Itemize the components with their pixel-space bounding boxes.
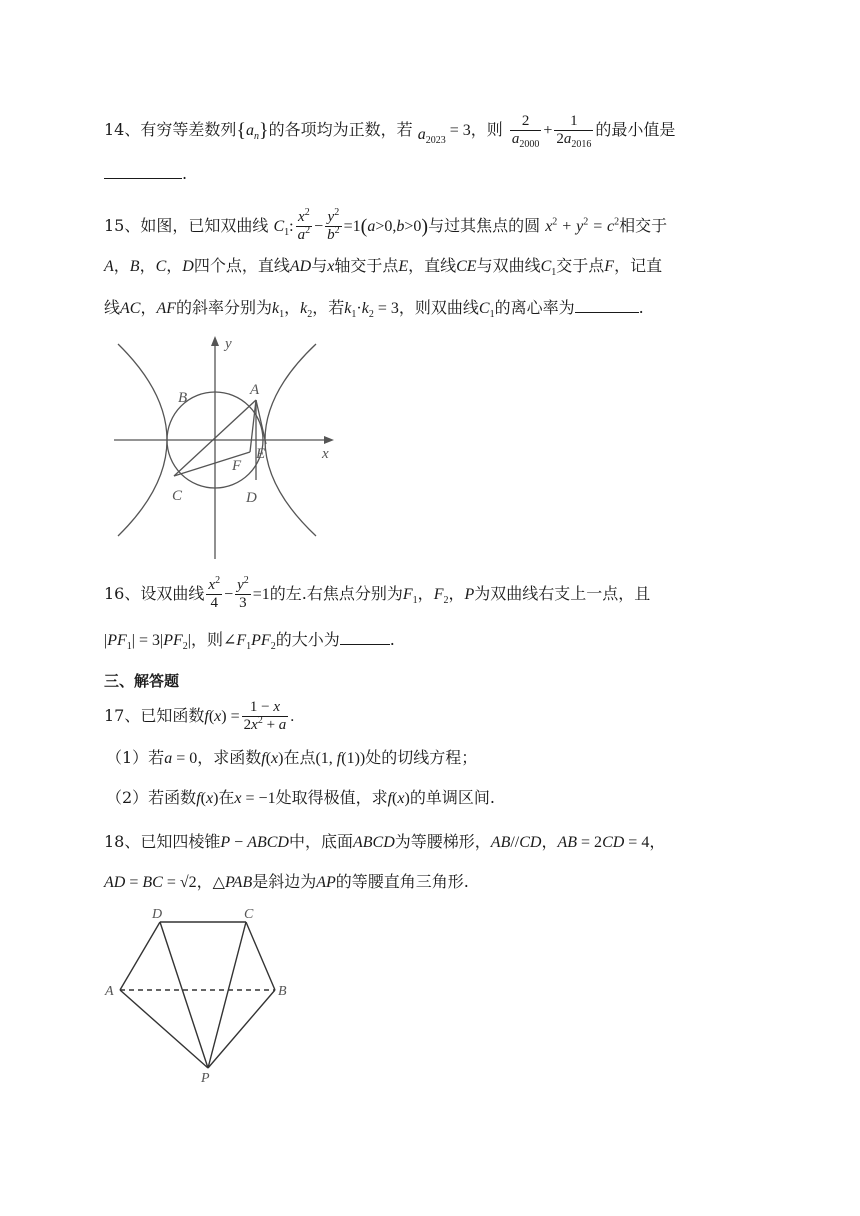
q16-line2: $|PF_1| = 3|PF_2|$，则$\angle F_1PF_2$的大小为 . bbox=[104, 630, 395, 653]
label-D: D bbox=[246, 490, 257, 506]
q18-line2: AD = BC = √2，△PAB是斜边为AP的等腰直角三角形. bbox=[104, 872, 469, 891]
x-axis-arrow bbox=[324, 436, 334, 444]
label-C: C bbox=[244, 907, 254, 922]
fraction-2-over-a2000: $\frac{2}{a_{2000}}$ bbox=[511, 113, 540, 150]
label-x: x bbox=[322, 446, 329, 462]
q14-number: 14、 bbox=[104, 120, 141, 139]
y-axis-arrow bbox=[211, 336, 219, 346]
q16-line1: 16、设双曲线 $\frac{x^2}{4}$ − $\frac{y^2}{3}$ =1的左.右焦点分别为$F_1$，$F_2$，P为双曲线右支上一点，且 bbox=[104, 575, 651, 611]
pyramid-figure bbox=[100, 904, 300, 1084]
q18-line1: 18、已知四棱锥P − ABCD中，底面ABCD为等腰梯形，AB//CD，AB = 2CD = 4， bbox=[104, 832, 666, 851]
answer-blank-q15 bbox=[575, 312, 639, 313]
edge-CB bbox=[246, 922, 275, 990]
fraction-1-over-2a2016: $\frac{1}{2a_{2016}}$ bbox=[556, 113, 592, 150]
q14-text1: 有穷等差数列 bbox=[140, 120, 237, 139]
q15-line3: 线AC，AF的斜率分别为$k_1$，$k_2$，若$k_1\cdot k_2 = 3$，则双曲线$C_1$的离心率为 . bbox=[104, 298, 644, 321]
answer-blank-q14 bbox=[104, 178, 182, 179]
q15-line1: 15、如图，已知双曲线 $C_1$: $\frac{x^2}{a^2}$ − $\frac{y^2}{b^2}$ =1(a>0,b>0)与过其焦点的圆 $x^2 + y^2 = c^2$相交于 bbox=[104, 207, 668, 243]
line-AE bbox=[256, 400, 266, 444]
section-heading: 三、解答题 bbox=[104, 672, 180, 690]
answer-blank-q16 bbox=[340, 644, 390, 645]
label-C: C bbox=[172, 488, 183, 504]
edge-DA bbox=[120, 922, 160, 990]
label-D: D bbox=[152, 907, 163, 922]
label-F: F bbox=[232, 458, 242, 474]
q14-text4: 的最小值是 bbox=[595, 120, 676, 139]
label-y: y bbox=[225, 336, 232, 352]
q14-text3: ，则 bbox=[470, 120, 503, 139]
q14-line1: 14、有穷等差数列$\{a_n\}$的各项均为正数，若 $a_{2023} = 3$，则 $\frac{2}{a_{2000}}$ + $\frac{1}{2a_{2016}}$ 的最小值是 bbox=[104, 113, 676, 150]
hyperbola-circle-figure bbox=[106, 334, 346, 564]
q17-part1: （1）若a = 0，求函数f(x)在点(1, f(1))处的切线方程； bbox=[106, 748, 478, 767]
q14-text2: 的各项均为正数，若 bbox=[268, 120, 413, 139]
label-P: P bbox=[201, 1071, 210, 1084]
label-E: E bbox=[256, 446, 266, 462]
q17-part2: （2）若函数f(x)在x = −1处取得极值，求f(x)的单调区间. bbox=[106, 788, 495, 807]
q17-line1: 17、已知函数f(x) = $\frac{1 - x}{2x^2 + a}$ . bbox=[104, 699, 295, 733]
label-B: B bbox=[178, 390, 188, 406]
label-B: B bbox=[278, 984, 287, 999]
q14-line2: . bbox=[104, 166, 187, 182]
label-A: A bbox=[105, 984, 114, 999]
label-A: A bbox=[250, 382, 260, 398]
q15-line2: A，B，C，D四个点，直线AD与x轴交于点E，直线CE与双曲线$C_1$交于点F，记直 bbox=[104, 256, 663, 279]
